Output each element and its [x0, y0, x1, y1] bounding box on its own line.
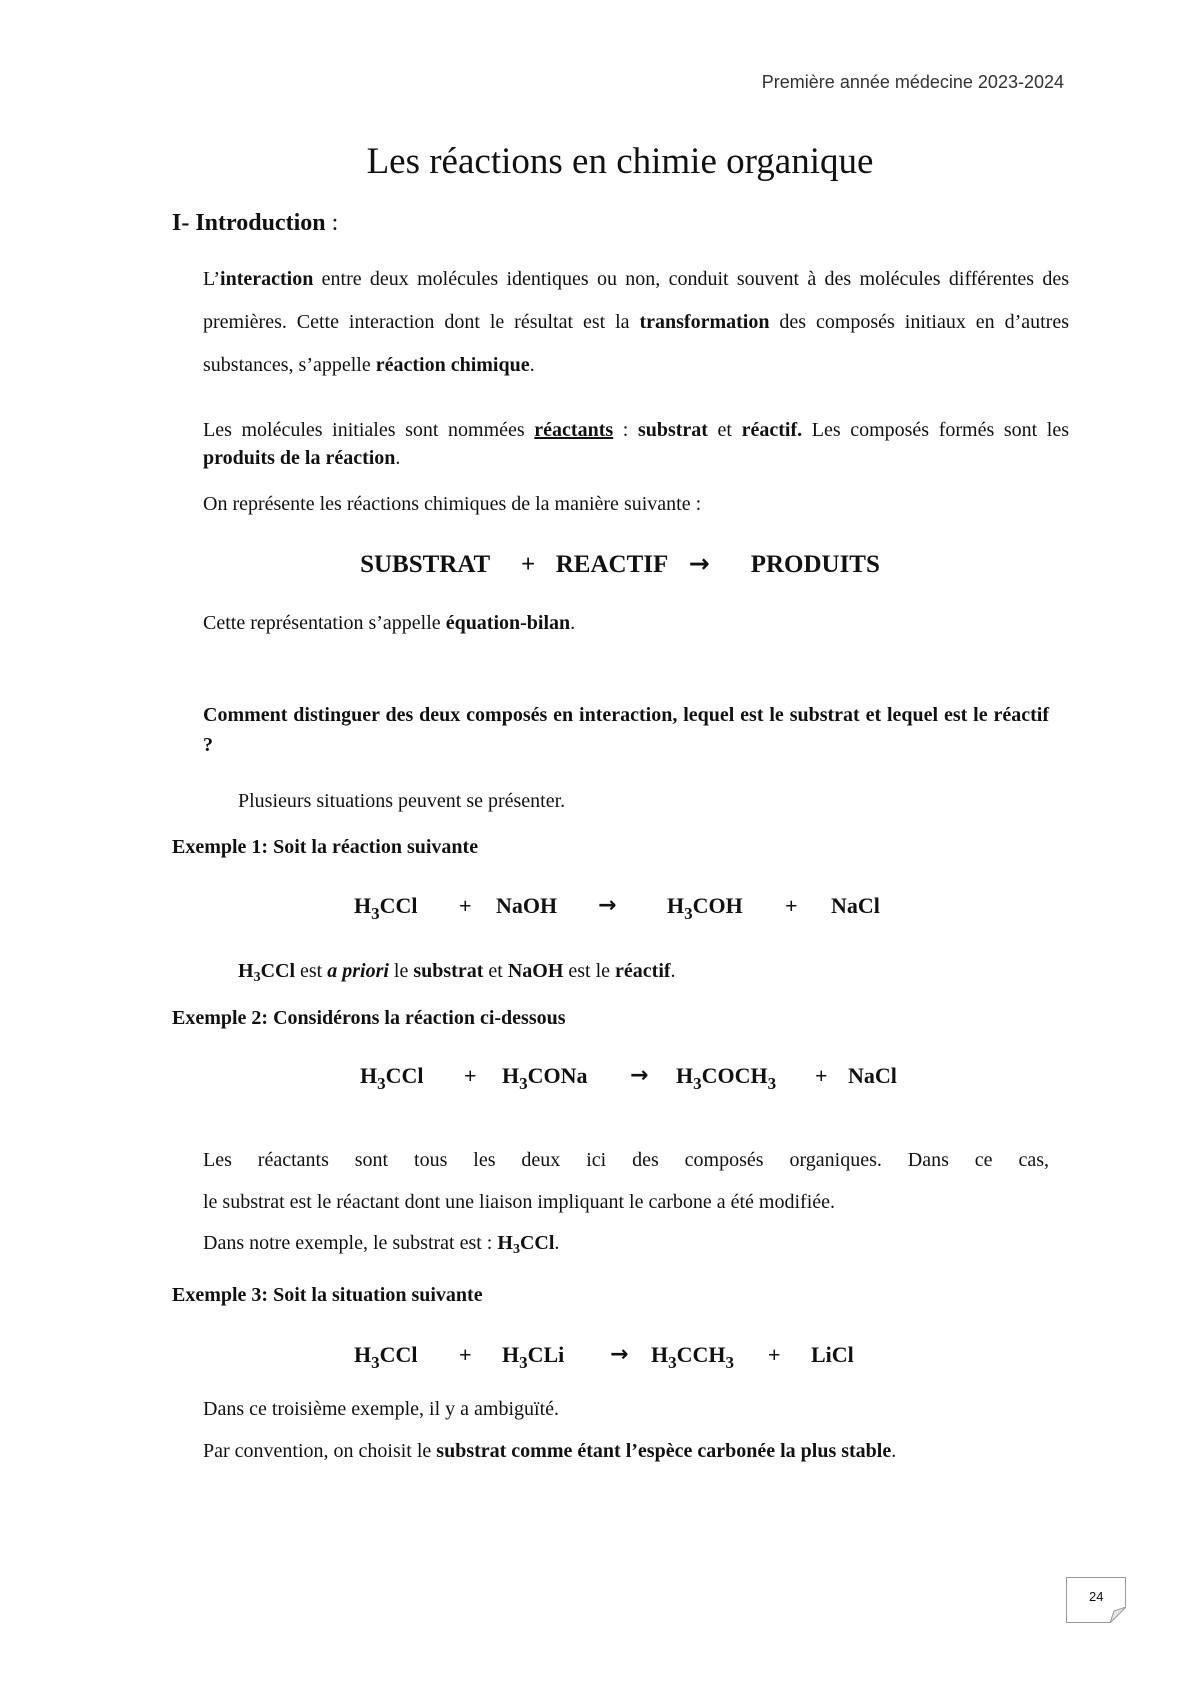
eq-produits: PRODUITS — [750, 551, 880, 578]
subscript: 3 — [512, 1242, 520, 1257]
eq2-h3ccl — [360, 1063, 424, 1093]
text: Cette représentation s’appelle — [203, 612, 446, 634]
example2-heading: Exemple 2: Considérons la réaction ci-dessous — [172, 1007, 566, 1029]
example1-note — [238, 960, 676, 983]
text: CCl — [260, 960, 296, 982]
example2-line1: Les réactants sont tous les deux ici des composés organiques. Dans ce cas, — [203, 1149, 1049, 1171]
representation-paragraph: On représente les réactions chimiques de la manière suivante : — [203, 493, 702, 515]
text: Les molécules initiales sont nommées — [203, 419, 535, 441]
text: COCH — [701, 1063, 768, 1088]
text: H — [360, 1063, 378, 1088]
text: le — [388, 960, 414, 982]
text: L’ — [203, 268, 221, 290]
eq3-h3ccl — [354, 1342, 418, 1372]
equation-bilan-paragraph — [203, 612, 575, 635]
text: CCH — [676, 1342, 726, 1367]
arrow-icon: → — [688, 549, 710, 578]
text: CCl — [379, 1342, 418, 1367]
text: H — [497, 1232, 513, 1254]
eq3-licl: LiCl — [811, 1342, 854, 1367]
text: COH — [692, 893, 743, 918]
eq1-h3ccl — [354, 893, 418, 923]
arrow-icon: → — [598, 893, 617, 918]
example3-equation — [0, 1342, 1200, 1372]
text: . — [554, 1232, 560, 1254]
example2-equation — [0, 1063, 1200, 1093]
page-number-box — [1066, 1577, 1126, 1623]
eq3-h3cli — [502, 1342, 565, 1372]
header-note: Première année médecine 2023-2024 — [761, 72, 1064, 92]
term-substrat: substrat — [637, 419, 708, 441]
text: CCl — [379, 893, 418, 918]
subscript: 3 — [371, 1353, 380, 1372]
term-reactif: réactif. — [741, 419, 803, 441]
text: H — [354, 893, 372, 918]
section-heading — [172, 210, 338, 237]
subscript: 3 — [725, 1353, 735, 1372]
text: H — [676, 1063, 694, 1088]
section-heading-colon: : — [325, 210, 339, 236]
text: Par convention, on choisit le — [203, 1440, 437, 1462]
term-reactif: réactif — [615, 960, 671, 982]
example1-equation — [0, 893, 1200, 923]
page-fold-icon — [1110, 1607, 1126, 1623]
text: Dans notre exemple, le substrat est : — [203, 1232, 498, 1254]
text: H — [238, 960, 254, 982]
text: et — [707, 419, 742, 441]
subscript: 3 — [767, 1074, 777, 1093]
eq-plus: + — [520, 551, 536, 578]
term-interaction: interaction — [220, 268, 314, 290]
text: entre deux molécules identiques ou non, conduit souvent à des molécules différentes des premières. Cette interaction dont le résultat est la — [203, 268, 1069, 333]
subscript: 3 — [519, 1353, 528, 1372]
text: est — [295, 960, 328, 982]
section-heading-label: I- Introduction — [172, 210, 326, 236]
text: H — [667, 893, 685, 918]
example3-line1: Dans ce troisième exemple, il y a ambiguïté. — [203, 1398, 559, 1420]
text: et — [483, 960, 508, 982]
term-produits: produits de la réaction — [203, 447, 396, 469]
example3-line2 — [203, 1440, 896, 1463]
text: H — [502, 1342, 520, 1367]
subscript: 3 — [693, 1074, 702, 1093]
text: CONa — [527, 1063, 588, 1088]
arrow-icon: → — [630, 1063, 649, 1088]
text: . — [570, 612, 576, 634]
eq2-nacl: NaCl — [848, 1063, 897, 1088]
eq3-h3cch3 — [651, 1342, 735, 1372]
arrow-icon: → — [610, 1342, 629, 1367]
example3-heading: Exemple 3: Soit la situation suivante — [172, 1284, 483, 1306]
page-number: 24 — [1089, 1589, 1104, 1604]
eq2-plus: + — [815, 1063, 828, 1088]
eq1-plus: + — [459, 893, 472, 918]
term-a-priori: a priori — [327, 960, 389, 982]
eq2-h3coch3 — [676, 1063, 777, 1093]
example2-line3 — [203, 1232, 559, 1255]
subscript: 3 — [253, 970, 261, 985]
term-substrat-stable: substrat comme étant l’espèce carbonée la plus stable — [436, 1440, 892, 1462]
text: CCl — [385, 1063, 424, 1088]
text: CLi — [527, 1342, 565, 1367]
eq-reactif: REACTIF — [555, 551, 669, 578]
eq1-naoh: NaOH — [496, 893, 558, 918]
eq1-plus: + — [785, 893, 798, 918]
eq1-nacl: NaCl — [831, 893, 880, 918]
question-paragraph: Comment distinguer des deux composés en interaction, lequel est le substrat et lequel est le réactif ? — [203, 704, 1049, 756]
subscript: 3 — [684, 904, 693, 923]
term-reaction-chimique: réaction chimique — [375, 354, 530, 376]
text: . — [395, 447, 401, 469]
eq1-h3coh — [667, 893, 743, 923]
eq2-h3cona — [502, 1063, 588, 1093]
reactants-paragraph — [203, 416, 1069, 472]
text: . — [529, 354, 535, 376]
text: H — [651, 1342, 669, 1367]
text: CCl — [519, 1232, 555, 1254]
intro-paragraph — [203, 258, 1069, 387]
term-naoh: NaOH — [507, 960, 564, 982]
example2-line2: le substrat est le réactant dont une liaison impliquant le carbone a été modifiée. — [203, 1191, 836, 1213]
page-title: Les réactions en chimie organique — [366, 141, 874, 182]
eq3-plus: + — [768, 1342, 781, 1367]
term-reactants: réactants — [534, 419, 614, 441]
text: des composés initiaux en d’autres substances, s’appelle — [203, 311, 1069, 376]
text: H — [502, 1063, 520, 1088]
situations-paragraph: Plusieurs situations peuvent se présenter. — [238, 790, 566, 812]
text: . — [670, 960, 676, 982]
eq3-plus: + — [459, 1342, 472, 1367]
term-equation-bilan: équation-bilan — [445, 612, 571, 634]
term-substrat: substrat — [413, 960, 484, 982]
subscript: 3 — [519, 1074, 528, 1093]
eq2-plus: + — [464, 1063, 477, 1088]
eq-substrat: SUBSTRAT — [360, 551, 491, 578]
general-equation — [0, 549, 1200, 579]
text: Les composés formés sont les — [802, 419, 1069, 441]
text: est le — [563, 960, 616, 982]
text: : — [613, 419, 638, 441]
subscript: 3 — [371, 904, 380, 923]
example1-heading: Exemple 1: Soit la réaction suivante — [172, 836, 479, 858]
text: . — [891, 1440, 897, 1462]
text: H — [354, 1342, 372, 1367]
term-transformation: transformation — [639, 311, 770, 333]
subscript: 3 — [377, 1074, 386, 1093]
subscript: 3 — [668, 1353, 677, 1372]
